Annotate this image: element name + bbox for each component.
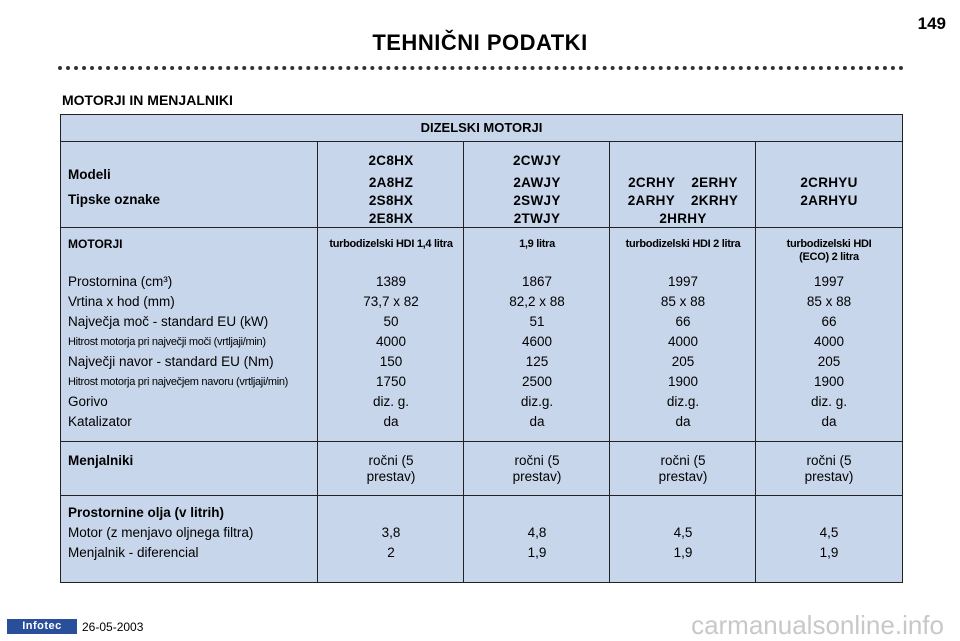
section-heading: MOTORJI IN MENJALNIKI	[62, 92, 233, 108]
gearbox-value: ročni (5 prestav)	[804, 453, 854, 484]
spec-value: 1867	[521, 274, 553, 289]
gearbox-value: ročni (5 prestav)	[512, 453, 562, 484]
row-divider	[61, 441, 902, 442]
spec-value: 85 x 88	[806, 294, 852, 309]
motor-label: MOTORJI	[68, 237, 123, 251]
gearbox-value: ročni (5 prestav)	[658, 453, 708, 484]
type-codes-label: Tipske oznake	[68, 192, 161, 207]
engine-spec-table	[60, 114, 903, 583]
spec-value: 50	[383, 314, 399, 329]
spec-value: 205	[817, 354, 841, 369]
table-header: DIZELSKI MOTORJI	[61, 115, 902, 142]
model-code: 2E8HX	[368, 211, 414, 226]
model-code: 2CRHYU	[800, 175, 858, 190]
spec-value: 4000	[813, 334, 845, 349]
spec-value: diz. g.	[372, 394, 410, 409]
spec-value: 73,7 x 82	[363, 294, 419, 309]
spec-value: 150	[379, 354, 403, 369]
spec-value: 66	[821, 314, 837, 329]
spec-value: 1750	[375, 374, 407, 389]
model-code: 2S8HX	[368, 193, 414, 208]
spec-value: 1900	[667, 374, 699, 389]
spec-value: 1389	[375, 274, 407, 289]
row-divider	[61, 495, 902, 496]
spec-value: 82,2 x 88	[509, 294, 565, 309]
spec-label: Največji navor - standard EU (Nm)	[68, 354, 274, 369]
spec-value: 205	[671, 354, 695, 369]
spec-label: Katalizator	[68, 414, 132, 429]
page-number: 149	[917, 14, 946, 33]
spec-value: da	[383, 414, 399, 429]
oil-value: 4,5	[673, 525, 693, 540]
watermark: carmanualsonline.info	[691, 610, 944, 640]
row-divider	[61, 227, 902, 228]
spec-value: 4600	[521, 334, 553, 349]
spec-value: diz. g.	[810, 394, 848, 409]
page-title: TEHNIČNI PODATKI	[372, 30, 588, 55]
oil-row-label: Motor (z menjavo oljnega filtra)	[68, 525, 254, 540]
gearbox-label: Menjalniki	[68, 453, 134, 468]
model-code: 2ARHYU	[800, 193, 858, 208]
spec-label: Prostornina (cm³)	[68, 274, 173, 289]
title-divider	[58, 66, 904, 70]
spec-value: da	[821, 414, 837, 429]
spec-label: Vrtina x hod (mm)	[68, 294, 175, 309]
spec-label: Gorivo	[68, 394, 108, 409]
footer-date: 26-05-2003	[82, 620, 144, 634]
spec-value: 66	[675, 314, 691, 329]
model-code: 2CWJY	[512, 153, 561, 168]
spec-value: 4000	[667, 334, 699, 349]
spec-label: Največja moč - standard EU (kW)	[68, 314, 269, 329]
spec-label: Hitrost motorja pri največji moči (vrtljaji/min)	[68, 336, 266, 348]
oil-value: 4,5	[819, 525, 839, 540]
motor-type: turbodizelski HDI (ECO) 2 litra	[786, 238, 872, 263]
model-code: 2ARHY 2KRHY	[627, 193, 739, 208]
motor-type: turbodizelski HDI 2 litra	[625, 238, 741, 250]
oil-value: 1,9	[527, 545, 547, 560]
gearbox-value: ročni (5 prestav)	[366, 453, 416, 484]
motor-type: 1,9 litra	[519, 238, 555, 250]
spec-value: 2500	[521, 374, 553, 389]
oil-value: 4,8	[527, 525, 547, 540]
spec-value: 1997	[813, 274, 845, 289]
model-code: 2HRHY	[659, 211, 707, 226]
model-code: 2SWJY	[513, 193, 561, 208]
model-code: 2TWJY	[513, 211, 561, 226]
motor-type: turbodizelski HDI 1,4 litra	[329, 238, 453, 250]
infotec-logo: Infotec	[7, 619, 77, 634]
oil-value: 3,8	[381, 525, 401, 540]
spec-value: 125	[525, 354, 549, 369]
spec-value: 4000	[375, 334, 407, 349]
oil-row-label: Menjalnik - diferencial	[68, 545, 199, 560]
model-code: 2CRHY 2ERHY	[628, 175, 738, 190]
model-code: 2A8HZ	[368, 175, 414, 190]
oil-capacity-label: Prostornine olja (v litrih)	[68, 505, 225, 520]
spec-value: 1900	[813, 374, 845, 389]
spec-value: 51	[529, 314, 545, 329]
spec-value: diz.g.	[520, 394, 554, 409]
oil-value: 2	[387, 545, 395, 560]
spec-value: da	[529, 414, 545, 429]
models-label: Modeli	[68, 167, 111, 182]
spec-value: 1997	[667, 274, 699, 289]
model-code: 2AWJY	[513, 175, 561, 190]
model-code: 2C8HX	[368, 153, 414, 168]
oil-value: 1,9	[819, 545, 839, 560]
oil-value: 1,9	[673, 545, 693, 560]
spec-value: da	[675, 414, 691, 429]
spec-label: Hitrost motorja pri največjem navoru (vrtljaji/min)	[68, 376, 289, 388]
spec-value: diz.g.	[666, 394, 700, 409]
spec-value: 85 x 88	[660, 294, 706, 309]
